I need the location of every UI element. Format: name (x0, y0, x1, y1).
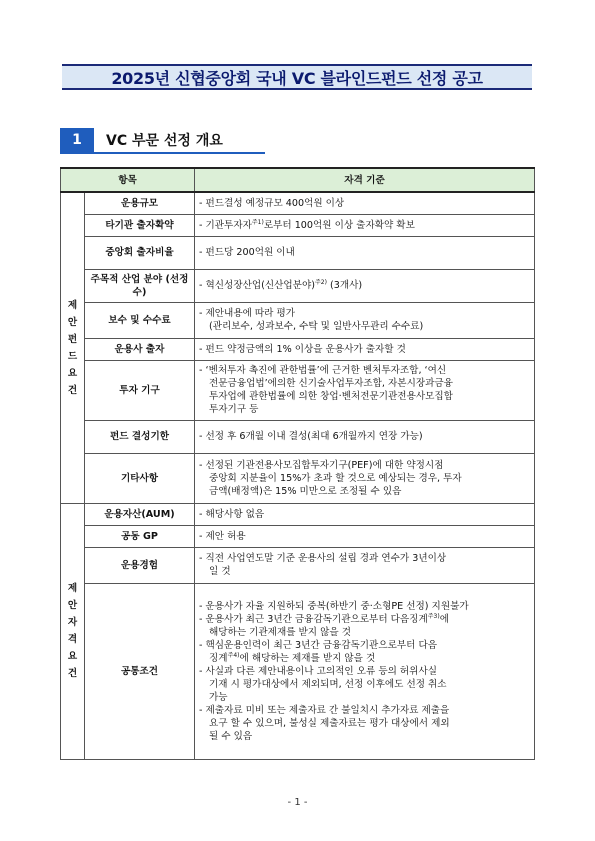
group-label-fund: 제 안 펀 드 요 건 (61, 192, 85, 503)
criteria-cell: - 선정된 기관전용사모집합투자기구(PEF)에 대한 약정시점 중앙회 지분율이 15%가 초과 할 것으로 예상되는 경우, 투자 금액(배정액)은 15% 미만으로 조정될 수 있음 (195, 453, 535, 503)
item-label: 운용사 출자 (85, 338, 195, 360)
section-underline (60, 152, 265, 154)
criteria-cell: - 펀드결성 예정규모 400억원 이상 (195, 192, 535, 214)
item-label: 공동 GP (85, 525, 195, 547)
table-row (61, 214, 535, 236)
table-header-row (61, 168, 535, 192)
item-label: 타기관 출자확약 (85, 214, 195, 236)
item-label: 운용경험 (85, 547, 195, 583)
item-label: 펀드 결성기한 (85, 420, 195, 453)
criteria-cell: - 제안내용에 따라 평가 (관리보수, 성과보수, 수탁 및 일반사무관리 수수료) (195, 302, 535, 338)
table-row (61, 269, 535, 302)
group-label-qualification: 제 안 자 격 요 건 (61, 503, 85, 759)
item-label: 보수 및 수수료 (85, 302, 195, 338)
table-row (61, 503, 535, 525)
criteria-cell: - ‘벤처투자 촉진에 관한법률’에 근거한 벤처투자조합, ‘여신 전문금융업법’에의한 신기술사업투자조합, 자본시장과금융 투자업에 관한법률에 의한 창업·벤처전문기관전용사모집합 투자기구 등 (195, 360, 535, 420)
criteria-cell: - 운용사가 자율 지원하되 중복(하반기 중·소형PE 선정) 지원불가 - 운용사가 최근 3년간 금융감독기관으로부터 다음징계$^{주3)}$에 해당하는 기관제재를 받지 않을 것 - 핵심운용인력이 최근 3년간 금융감독기관으로부터 다음 징계$^{주4)}$에 해당하는 제재를 받지 않을 것 - 사실과 다른 제안내용이나 고의적인 오류 등의 허위사실 기재 시 평가대상에서 제외되며, 선정 이후에도 선정 취소 가능 - 제출자료 미비 또는 제출자료 간 불일치시 추가자료 제출을 요구 할 수 있으며, 불성실 제출자료는 평가 대상에서 제외 될 수 있음 (195, 583, 535, 759)
item-label: 운용자산(AUM) (85, 503, 195, 525)
section-heading (60, 128, 223, 152)
criteria-cell: - 선정 후 6개월 이내 결성(최대 6개월까지 연장 가능) (195, 420, 535, 453)
table-row (61, 302, 535, 338)
criteria-cell: - 펀드당 200억원 이내 (195, 236, 535, 269)
document-title-box (62, 64, 532, 90)
section-number: 1 (60, 128, 94, 152)
table-row (61, 583, 535, 759)
criteria-cell: - 제안 허용 (195, 525, 535, 547)
item-label: 중앙회 출자비율 (85, 236, 195, 269)
item-label: 주목적 산업 분야 (선정수) (85, 269, 195, 302)
item-label: 공통조건 (85, 583, 195, 759)
item-label: 기타사항 (85, 453, 195, 503)
criteria-cell: - 펀드 약정금액의 1% 이상을 운용사가 출자할 것 (195, 338, 535, 360)
criteria-table (60, 167, 535, 760)
header-criteria: 자격 기준 (195, 168, 535, 192)
table-row (61, 420, 535, 453)
table-row (61, 192, 535, 214)
table-row (61, 360, 535, 420)
page-number: - 1 - (287, 797, 308, 808)
table-row (61, 236, 535, 269)
table-row (61, 525, 535, 547)
item-label: 운용규모 (85, 192, 195, 214)
item-label: 투자 기구 (85, 360, 195, 420)
criteria-cell: - 직전 사업연도말 기준 운용사의 설립 경과 연수가 3년이상 일 것 (195, 547, 535, 583)
criteria-cell: - 해당사항 없음 (195, 503, 535, 525)
document-title: 2025년 신협중앙회 국내 VC 블라인드펀드 선정 공고 (111, 68, 483, 88)
table-row (61, 453, 535, 503)
section-title: VC 부문 선정 개요 (106, 133, 223, 149)
criteria-cell: - 혁신성장산업(신산업분야)$^{주2)}$ (3개사) (195, 269, 535, 302)
table-row (61, 338, 535, 360)
criteria-cell: - 기관투자자$^{주1)}$로부터 100억원 이상 출자확약 확보 (195, 214, 535, 236)
table-row (61, 547, 535, 583)
header-item: 항목 (61, 168, 195, 192)
